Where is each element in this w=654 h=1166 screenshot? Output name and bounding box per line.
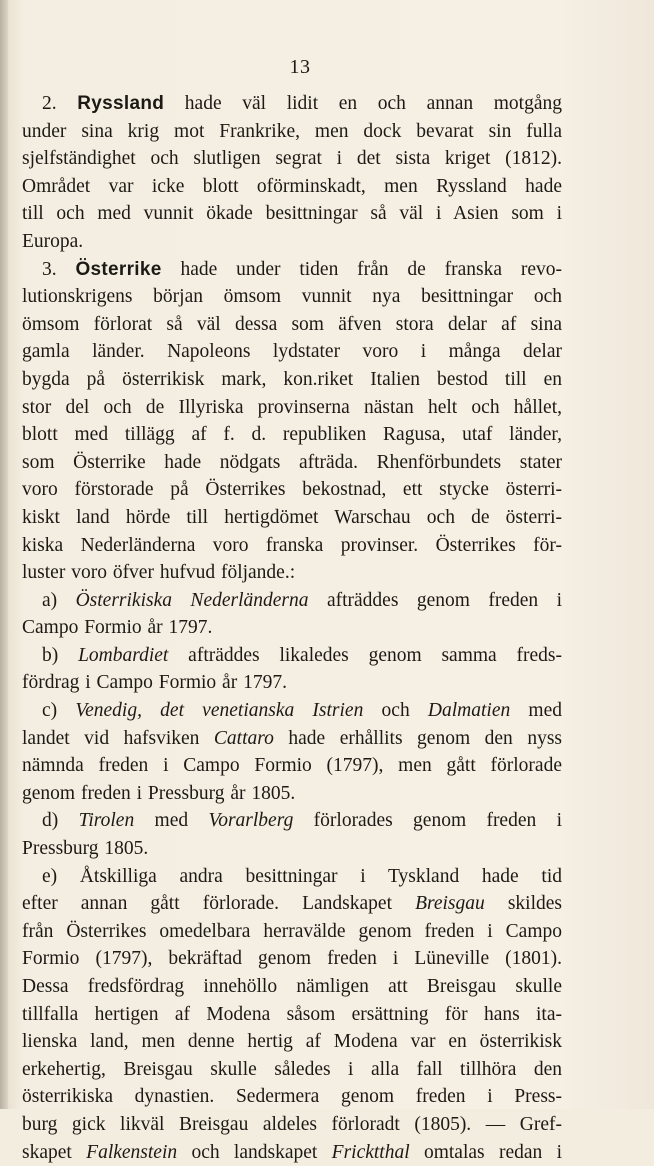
text-line [22,835,562,863]
text-segment: voro förstorade på Österrikes bekostnad, ett stycke österri- [22,479,562,501]
section-heading: Österrike [75,258,162,280]
text-line [22,173,562,201]
italic-term: Dalmatien [427,700,511,722]
text-segment: österrikiska dynastien. Sedermera genom freden i Press- [22,1086,562,1108]
text-line [22,311,562,339]
text-segment: omtalas redan i [409,1141,562,1163]
italic-term: Falkenstein [86,1141,178,1163]
text-segment: bygda på österrikisk mark, kon.riket Italien bestod till en [22,368,562,390]
text-segment: efter annan gått förlorade. Landskapet [22,893,416,915]
text-line [22,504,562,532]
page-edge [0,0,8,1109]
text-segment: ömsom förlorat så väl dessa som äfven stora delar af sina [22,313,562,335]
text-line [22,587,562,615]
text-line [22,394,562,422]
text-segment: luster voro öfver hufvud följande.: [22,562,296,584]
text-segment: med [510,700,563,722]
text-segment: till och med vunnit ökade besittningar så väl i Asien som i [22,203,562,225]
text-segment: hade under tiden från de franska revo- [161,258,562,280]
text-line [22,1001,562,1029]
text-segment: Campo Formio år 1797. [22,617,213,639]
italic-term: Lombardiet [78,644,169,666]
text-segment: Området var icke blott oförminskadt, men Ryssland hade [22,175,562,197]
text-segment: hade erhållits genom den nyss [273,727,562,749]
text-segment: b) [42,644,79,666]
text-segment: afträddes likaledes genom samma freds- [168,644,562,666]
text-segment: a) [42,589,76,611]
text-segment: blott med tillägg af f. d. republiken Ragusa, utaf länder, [22,424,562,446]
text-line [22,283,562,311]
text-segment: stor del och de Illyriska provinserna nästan helt och hållet, [22,396,562,418]
text-line [22,973,562,1001]
text-line [22,1139,562,1166]
text-segment: afträddes genom freden i [308,589,563,611]
italic-term: Österrikiska Nederländerna [75,589,309,611]
text-segment: Dessa fredsfördrag innehöllo nämligen att Breisgau skulle [22,976,562,997]
text-line [22,669,562,697]
text-line [22,449,562,477]
text-segment: Pressburg 1805. [22,838,149,860]
text-line [22,1028,562,1056]
text-segment: skildes [484,893,562,915]
text-segment: genom freden i Pressburg år 1805. [22,782,296,804]
text-segment: från Österrikes omedelbara herravälde genom freden i Campo [22,920,562,942]
text-line [22,1056,562,1084]
text-line [22,476,562,504]
italic-term: Fricktthal [331,1141,410,1163]
text-segment: fördrag i Campo Formio år 1797. [22,672,287,694]
text-segment: nämnda freden i Campo Formio (1797), men gått förlorade [22,755,562,777]
text-segment: och [363,700,428,722]
italic-term: Vorarlberg [208,810,294,832]
text-segment: sjelfständighet och slutligen segrat i det sista kriget (1812). [22,148,562,170]
text-line [22,338,562,366]
text-segment: tillfalla hertigen af Modena såsom ersättning för hans ita- [22,1003,562,1025]
text-segment: d) [42,810,79,832]
text-segment: förlorades genom freden i [293,810,562,832]
text-line [22,642,562,670]
text-segment: e) Åtskilliga andra besittningar i Tyskland hade tid [42,865,562,887]
text-line [22,807,562,835]
text-segment: c) [42,700,76,722]
text-segment: som Österrike hade nödgats afträda. Rhenförbundets stater [22,451,562,473]
text-segment: kiskt land hörde till hertigdömet Warschau och de österri- [22,506,562,528]
text-line [22,228,562,256]
italic-term: Cattaro [213,727,274,749]
section-heading: Ryssland [77,93,165,114]
text-line [22,780,562,808]
text-line [22,366,562,394]
text-line [22,752,562,780]
text-line [22,421,562,449]
body-text [22,90,562,1166]
text-segment: landet vid hafsviken [22,727,214,749]
text-line [22,200,562,228]
text-line [22,90,562,118]
text-segment: lienska land, men denne hertig af Modena var en österrikisk [22,1031,562,1053]
italic-term: Venedig, det venetianska Istrien [75,700,364,722]
text-segment: lutionskrigens början ömsom vunnit nya besittningar och [22,286,562,308]
text-line [22,118,562,146]
text-line [22,1111,562,1139]
text-line [22,890,562,918]
italic-term: Tirolen [78,810,135,832]
text-segment: och landskapet [177,1141,332,1163]
text-segment: Formio (1797), bekräftad genom freden i Lüneville (1801). [22,948,562,970]
text-line [22,532,562,560]
text-segment: gamla länder. Napoleons lydstater voro i många delar [22,341,562,363]
text-segment: under sina krig mot Frankrike, men dock bevarat sin fulla [22,120,562,142]
text-line [22,918,562,946]
text-segment: skapet [22,1141,87,1163]
italic-term: Breisgau [415,893,485,915]
text-segment: burg gick likväl Breisgau aldeles förloradt (1805). — Gref- [22,1113,562,1135]
text-segment: Europa. [22,230,84,252]
text-segment: erkehertig, Breisgau skulle således i alla fall tillhöra den [22,1058,562,1080]
text-line [22,945,562,973]
text-line [22,256,562,284]
text-line [22,725,562,753]
text-line [22,559,562,587]
text-segment: 2. [42,93,78,114]
page-number: 13 [289,56,311,78]
text-line [22,1083,562,1111]
text-segment: 3. [42,258,76,280]
text-line [22,614,562,642]
text-segment: kiska Nederländerna voro franska provinser. Österrikes för- [22,534,562,556]
text-segment: hade väl lidit en och annan motgång [164,93,563,114]
text-segment: med [134,810,209,832]
text-line [22,697,562,725]
text-line [22,863,562,891]
text-line [22,145,562,173]
